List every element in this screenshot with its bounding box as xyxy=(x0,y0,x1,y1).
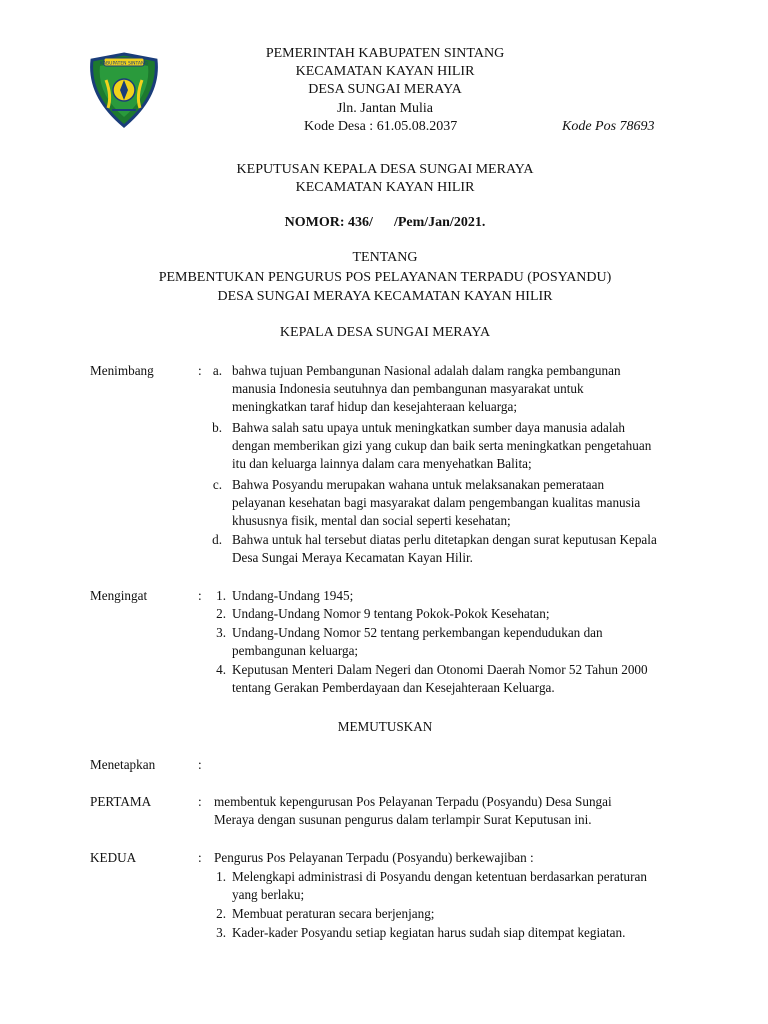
letterhead-government: PEMERINTAH KABUPATEN SINTANG xyxy=(265,46,505,61)
menimbang-item-line: khususnya fisik, mental dan social seperti kesehatan; xyxy=(232,513,511,528)
menimbang-label: Menimbang xyxy=(90,363,154,378)
menimbang-item-line: manusia Indonesia seutuhnya dan pembangunan masyarakat untuk xyxy=(232,381,584,396)
decree-issuer: KEPALA DESA SUNGAI MERAYA xyxy=(279,325,491,340)
menimbang-item-marker: a. xyxy=(212,363,222,378)
mengingat-label: Mengingat xyxy=(90,588,148,603)
menimbang-item-line: Bahwa untuk hal tersebut diatas perlu ditetapkan dengan surat keputusan Kepala xyxy=(232,532,657,547)
menetapkan-label: Menetapkan xyxy=(90,757,156,772)
pertama-colon: : xyxy=(198,794,202,809)
menimbang-item-line: Bahwa salah satu upaya untuk meningkatkan sumber daya manusia adalah xyxy=(232,420,625,435)
menimbang-item-line: bahwa tujuan Pembangunan Nasional adalah dalam rangka pembangunan xyxy=(232,363,621,378)
mengingat-item-marker: 3. xyxy=(216,625,226,640)
menimbang-item-marker: c. xyxy=(212,477,222,492)
letterhead-village-code: Kode Desa : 61.05.08.2037 xyxy=(304,119,458,134)
mengingat-item-line: Undang-Undang 1945; xyxy=(232,588,354,603)
letterhead-village: DESA SUNGAI MERAYA xyxy=(308,82,462,97)
pertama-label: PERTAMA xyxy=(90,794,152,809)
kedua-item-line: Membuat peraturan secara berjenjang; xyxy=(232,906,435,921)
mengingat-item-line: Undang-Undang Nomor 9 tentang Pokok-Pokok Kesehatan; xyxy=(232,606,550,621)
menimbang-item-line: pelayanan kesehatan bagi masyarakat dalam pengembangan kualitas manusia xyxy=(232,495,641,510)
letterhead-postal-code: Kode Pos 78693 xyxy=(562,119,655,134)
decree-about: TENTANG xyxy=(352,250,418,265)
regency-emblem-icon xyxy=(84,50,164,130)
kedua-label: KEDUA xyxy=(90,850,137,865)
menimbang-item-line: dengan memberikan gizi yang cukup dan baik serta meningkatkan pengetahuan xyxy=(232,438,652,453)
mengingat-item-marker: 4. xyxy=(216,662,226,677)
mengingat-item-line: Keputusan Menteri Dalam Negeri dan Otonomi Daerah Nomor 52 Tahun 2000 xyxy=(232,662,648,677)
decree-title: KEPUTUSAN KEPALA DESA SUNGAI MERAYA xyxy=(236,162,534,177)
mengingat-colon: : xyxy=(198,588,202,603)
mengingat-item-line: pembangunan keluarga; xyxy=(232,643,359,658)
kedua-colon: : xyxy=(198,850,202,865)
logo-banner-text: KABUPATEN SINTANG xyxy=(100,61,148,67)
menetapkan-colon: : xyxy=(198,757,202,772)
kedua-item-line: yang berlaku; xyxy=(232,887,305,902)
letterhead-district: KECAMATAN KAYAN HILIR xyxy=(295,64,475,79)
menimbang-colon: : xyxy=(198,363,202,378)
letterhead-street: Jln. Jantan Mulia xyxy=(336,101,434,116)
decree-title-district: KECAMATAN KAYAN HILIR xyxy=(295,180,475,195)
menimbang-item-marker: b. xyxy=(212,420,222,435)
kedua-item-line: Melengkapi administrasi di Posyandu dengan ketentuan berdasarkan peraturan xyxy=(232,869,647,884)
kedua-item-line: Kader-kader Posyandu setiap kegiatan harus sudah siap ditempat kegiatan. xyxy=(232,925,626,940)
kedua-intro: Pengurus Pos Pelayanan Terpadu (Posyandu) berkewajiban : xyxy=(214,850,534,865)
menimbang-item-line: Bahwa Posyandu merupakan wahana untuk melaksanakan pemerataan xyxy=(232,477,605,492)
decree-subject-place: DESA SUNGAI MERAYA KECAMATAN KAYAN HILIR xyxy=(217,289,553,304)
menimbang-item-line: meningkatkan taraf hidup dan kesejahteraan keluarga; xyxy=(232,399,517,414)
kedua-item-marker: 2. xyxy=(216,906,226,921)
mengingat-item-line: tentang Gerakan Pemberdayaan dan Kesejahteraan Keluarga. xyxy=(232,680,555,695)
decree-number: NOMOR: 436/ /Pem/Jan/2021. xyxy=(284,215,486,230)
menimbang-item-line: itu dan keluarga lainnya dalam cara menyehatkan Balita; xyxy=(232,456,532,471)
mengingat-item-marker: 1. xyxy=(216,588,226,603)
memutuskan-heading: MEMUTUSKAN xyxy=(337,719,433,734)
decree-subject: PEMBENTUKAN PENGURUS POS PELAYANAN TERPADU (POSYANDU) xyxy=(158,270,612,285)
regency-logo xyxy=(84,50,164,130)
kedua-item-marker: 3. xyxy=(216,925,226,940)
mengingat-item-line: Undang-Undang Nomor 52 tentang perkembangan kependudukan dan xyxy=(232,625,603,640)
mengingat-item-marker: 2. xyxy=(216,606,226,621)
pertama-line: membentuk kepengurusan Pos Pelayanan Terpadu (Posyandu) Desa Sungai xyxy=(214,794,612,809)
menimbang-item-marker: d. xyxy=(212,532,222,547)
kedua-item-marker: 1. xyxy=(216,869,226,884)
pertama-line: Meraya dengan susunan pengurus dalam terlampir Surat Keputusan ini. xyxy=(214,812,592,827)
menimbang-item-line: Desa Sungai Meraya Kecamatan Kayan Hilir. xyxy=(232,550,473,565)
